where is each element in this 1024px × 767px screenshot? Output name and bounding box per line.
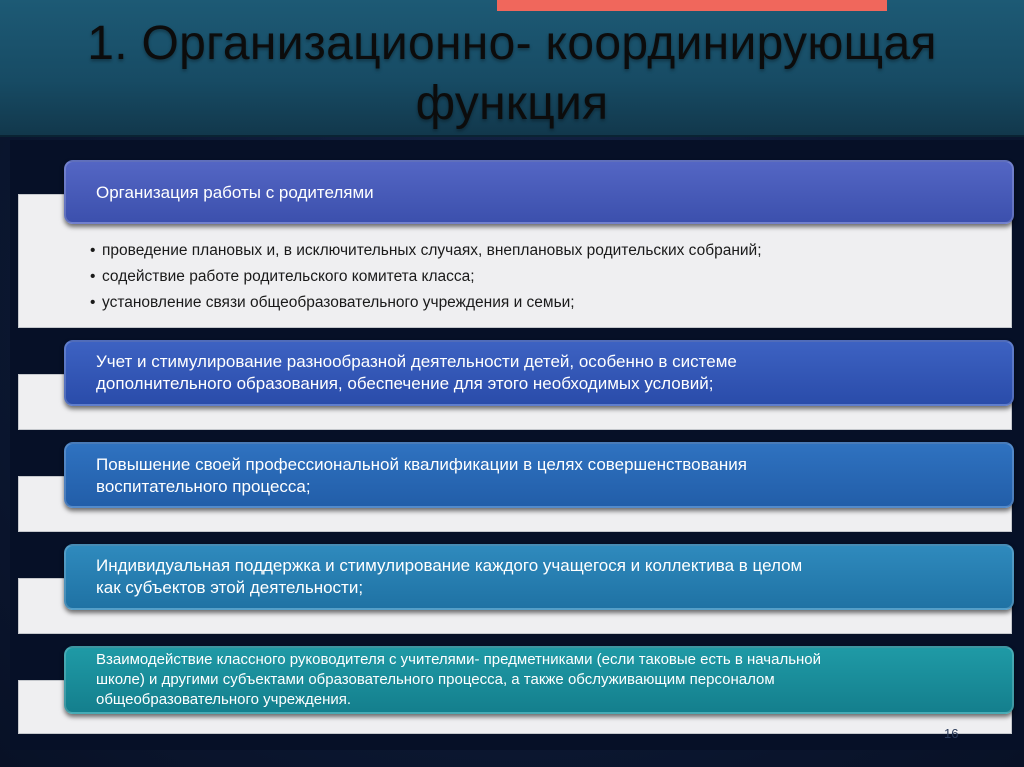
section-5-line-2: школе) и другими субъектами образовательного процесса, а также обслуживающим персоналом [96,671,775,688]
section-2-line-2: дополнительного образования, обеспечение для этого необходимых условий; [96,374,714,393]
bullet-item [90,238,990,264]
page-number: 16 [944,726,959,741]
section-1-bullets [90,238,990,316]
section-4-line-1: Индивидуальная поддержка и стимулирование каждого учащегося и коллектива в целом [96,556,803,575]
bullet-dot: • [90,268,96,285]
section-3-line-2: воспитательного процесса; [96,477,311,496]
section-4-box [64,544,1014,610]
section-3-box [64,442,1014,508]
section-5-line-3: общеобразовательного учреждения. [96,691,352,708]
bullet-item [90,290,990,316]
section-2-line-1: Учет и стимулирование разнообразной деятельности детей, особенно в системе [96,352,737,371]
title-line-2: функция [415,77,609,130]
section-4-line-2: как субъектов этой деятельности; [96,578,364,597]
bullet-dot: • [90,294,96,311]
bullet-item [90,264,990,290]
section-5-line-1: Взаимодействие классного руководителя с учителями- предметниками (если таковые есть в начальной [96,651,822,668]
bullet-text: содействие работе родительского комитета класса; [102,268,475,285]
accent-bar [497,0,887,11]
section-1-heading-box [64,160,1014,224]
section-2-box [64,340,1014,406]
slide-title [0,14,1024,134]
bullet-text: установление связи общеобразовательного учреждения и семьи; [102,294,575,311]
section-5-box [64,646,1014,714]
section-1-heading: Организация работы с родителями [96,183,374,202]
title-line-1: 1. Организационно- координирующая [87,17,937,70]
section-3-line-1: Повышение своей профессиональной квалификации в целях совершенствования [96,455,747,474]
bullet-text: проведение плановых и, в исключительных случаях, внеплановых родительских собраний; [102,242,762,259]
bullet-dot: • [90,242,96,259]
